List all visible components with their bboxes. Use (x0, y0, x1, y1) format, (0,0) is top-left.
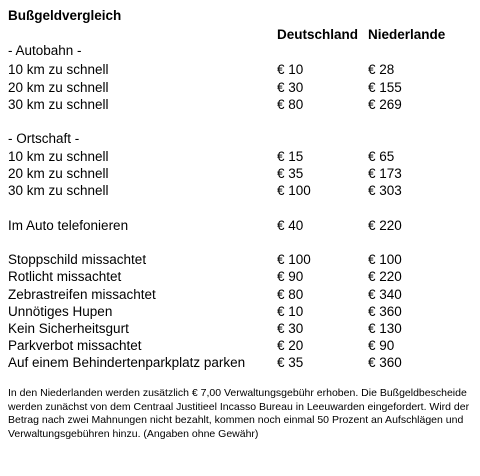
fine-germany: € 80 (277, 287, 304, 302)
fine-netherlands: € 130 (368, 321, 402, 336)
fine-germany: € 35 (277, 166, 304, 181)
fine-netherlands: € 303 (368, 183, 402, 198)
row-label: 10 km zu schnell (8, 149, 109, 164)
fine-germany: € 15 (277, 149, 304, 164)
fine-netherlands: € 269 (368, 97, 402, 112)
fine-netherlands: € 100 (368, 252, 402, 267)
table-row (0, 337, 480, 355)
row-label: Unnötiges Hupen (8, 304, 113, 319)
row-label: 30 km zu schnell (8, 183, 109, 198)
fine-germany: € 100 (277, 252, 311, 267)
fine-germany: € 35 (277, 355, 304, 370)
table-row (0, 354, 480, 372)
fine-netherlands: € 65 (368, 149, 395, 164)
fine-netherlands: € 360 (368, 304, 402, 319)
fine-germany: € 90 (277, 269, 304, 284)
table-row (0, 61, 480, 79)
table-row (0, 182, 480, 200)
fine-netherlands: € 360 (368, 355, 402, 370)
row-label: Zebrastreifen missachtet (8, 287, 156, 302)
column-header-netherlands: Niederlande (368, 27, 446, 42)
fine-netherlands: € 220 (368, 218, 402, 233)
table-row (0, 96, 480, 114)
footnote: In den Niederlanden werden zusätzlich € 7,00 Verwaltungsgebühr erhoben. Die Bußgeldbescheide werden zunächst von dem Centraal Justitieel Incasso Bureau in Leeuwarden eingefordert. Wird der Betrag nach zwei Mahnungen nicht bezahlt, kommen noch einmal 50 Prozent an Aufschlägen und Verwaltungsgebühren hinzu. (Angaben ohne Gewähr) (8, 387, 470, 440)
table-row (0, 320, 480, 338)
fine-germany: € 80 (277, 97, 304, 112)
row-label: Kein Sicherheitsgurt (8, 321, 129, 336)
fine-germany: € 30 (277, 80, 304, 95)
table-row (0, 268, 480, 286)
row-label: Parkverbot missachtet (8, 338, 142, 353)
row-label: Im Auto telefonieren (8, 218, 129, 233)
fine-germany: € 20 (277, 338, 304, 353)
fine-germany: € 40 (277, 218, 304, 233)
fine-netherlands: € 155 (368, 80, 402, 95)
table-row (0, 217, 480, 235)
page-title: Bußgeldvergleich (8, 8, 122, 23)
fine-netherlands: € 173 (368, 166, 402, 181)
fine-netherlands: € 220 (368, 269, 402, 284)
column-header-germany: Deutschland (277, 27, 359, 42)
table-row (0, 148, 480, 166)
row-label: Auf einem Behindertenparkplatz parken (8, 355, 246, 370)
section-label-ortschaft: - Ortschaft - (8, 131, 80, 146)
fine-germany: € 100 (277, 183, 311, 198)
row-label: 20 km zu schnell (8, 80, 109, 95)
row-label: Rotlicht missachtet (8, 269, 122, 284)
table-row (0, 303, 480, 321)
fine-netherlands: € 28 (368, 62, 395, 77)
row-label: 30 km zu schnell (8, 97, 109, 112)
table-row (0, 79, 480, 97)
fine-germany: € 10 (277, 304, 304, 319)
fine-germany: € 30 (277, 321, 304, 336)
table-row (0, 286, 480, 304)
row-label: 20 km zu schnell (8, 166, 109, 181)
fine-germany: € 10 (277, 62, 304, 77)
table-row (0, 165, 480, 183)
row-label: 10 km zu schnell (8, 62, 109, 77)
fine-netherlands: € 340 (368, 287, 402, 302)
table-row (0, 251, 480, 269)
fine-netherlands: € 90 (368, 338, 395, 353)
row-label: Stoppschild missachtet (8, 252, 147, 267)
section-label-autobahn: - Autobahn - (8, 43, 82, 58)
